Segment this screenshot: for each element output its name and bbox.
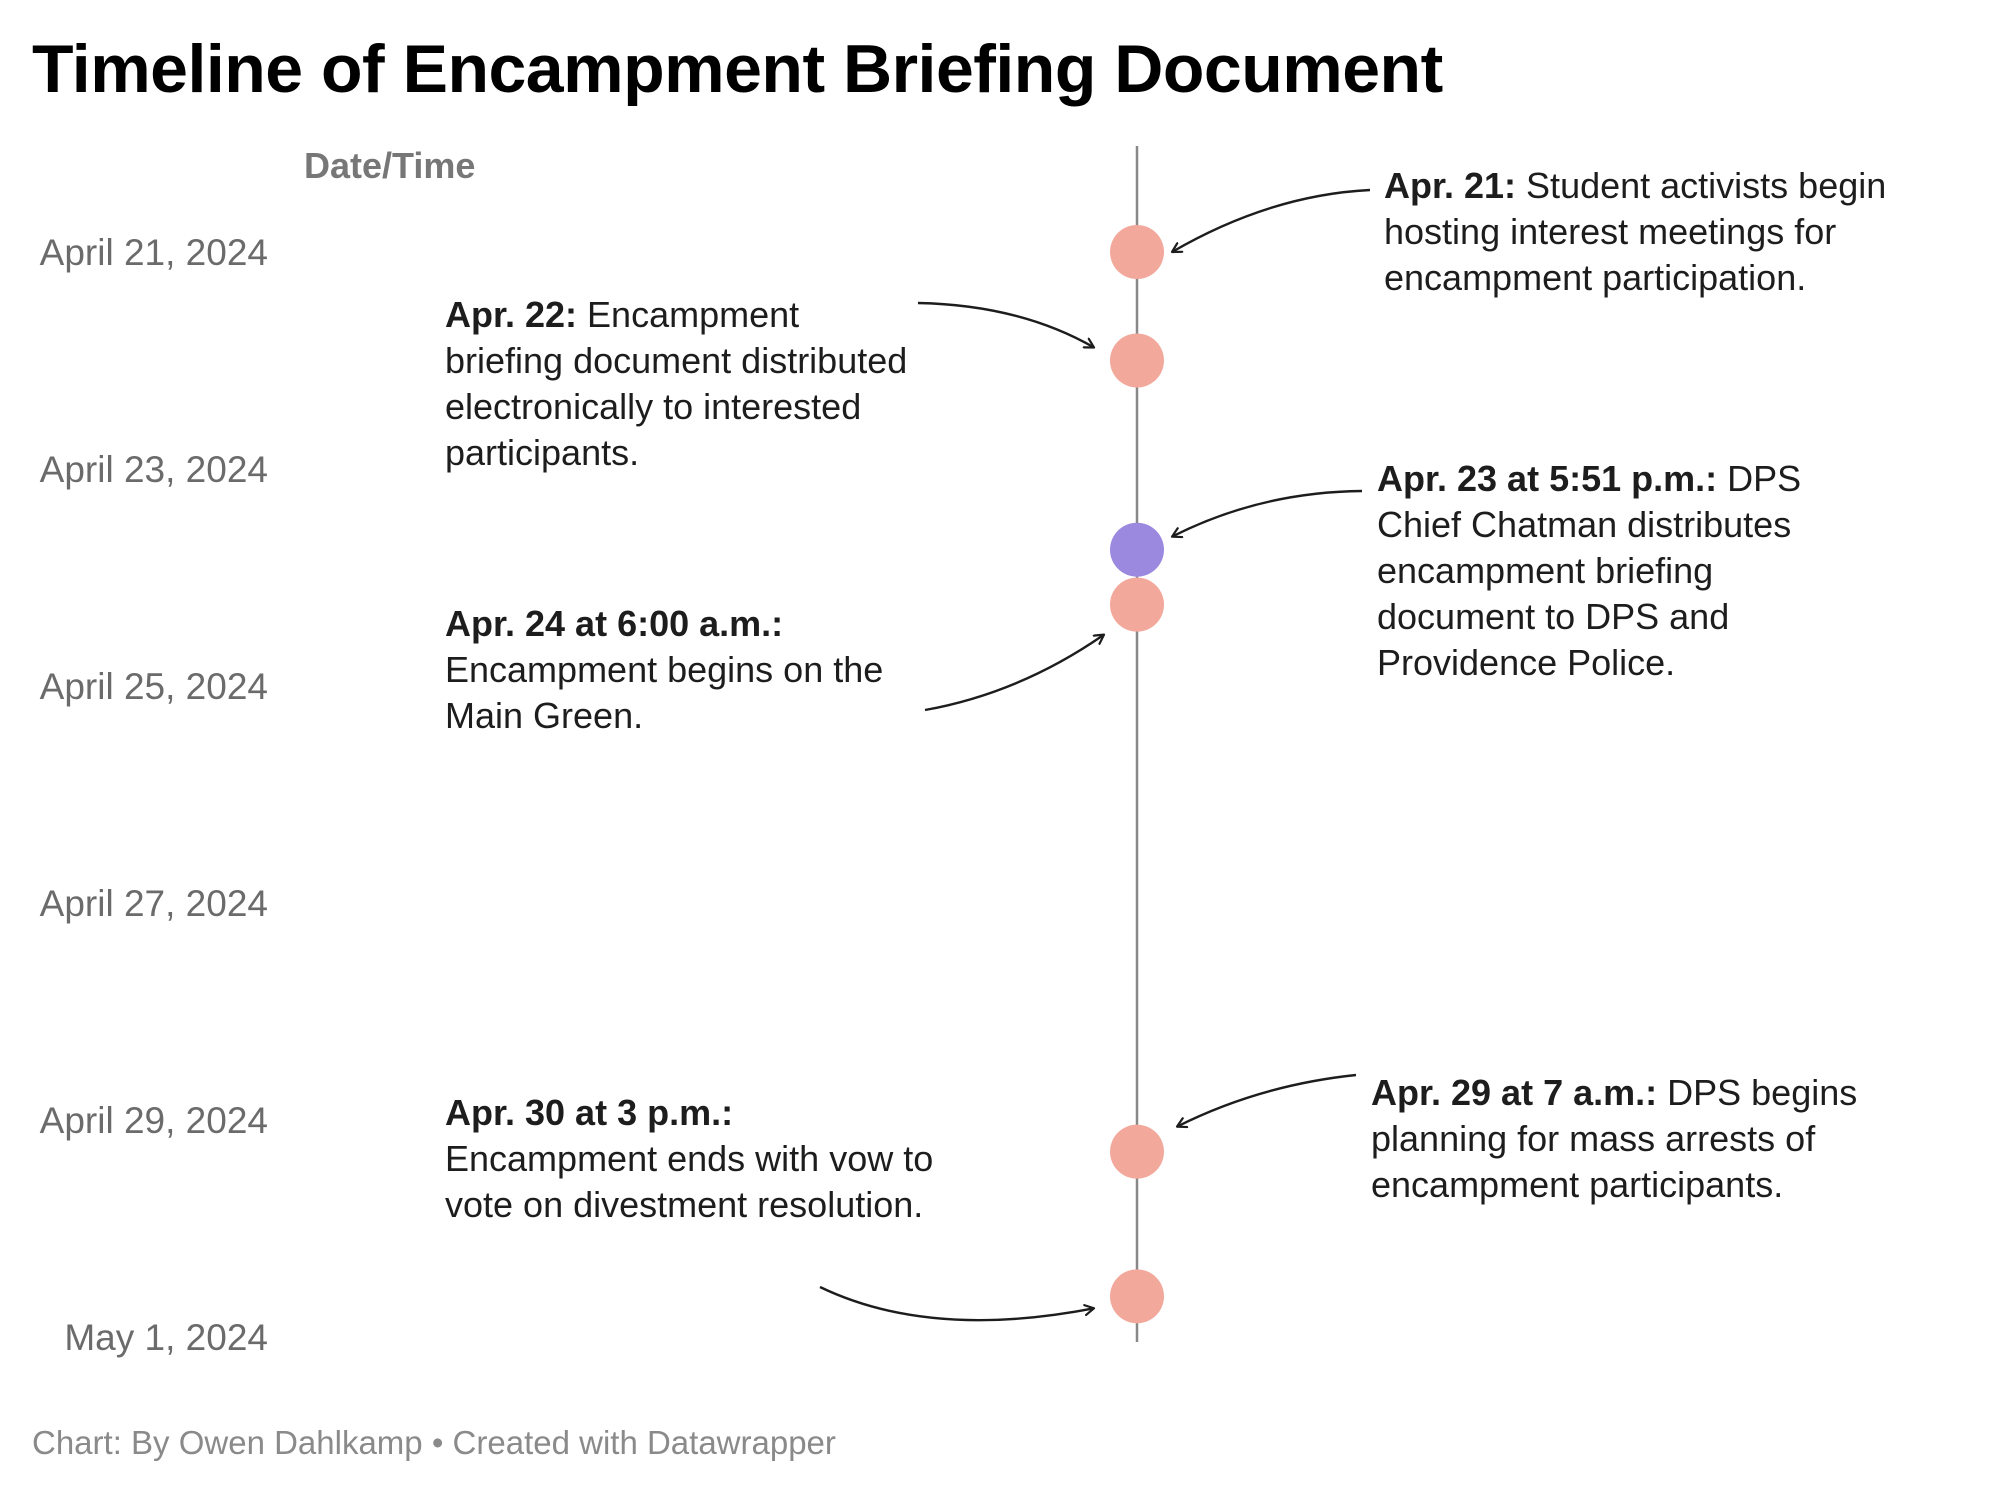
y-axis-ticks [40,232,268,1358]
annotation-date: Apr. 21: [1384,165,1517,206]
annotation-arrow [820,1287,1094,1320]
annotation-date: Apr. 30 at 3 p.m.: [445,1092,734,1133]
y-tick-label: April 29, 2024 [39,1100,268,1141]
annotation-text: DPS Chief Chatman distributes encampment briefing document to DPS and Providence Police. [1377,458,1802,683]
y-tick-label: May 1, 2024 [64,1317,268,1358]
event-point [1110,1269,1164,1323]
annotation-apr-29 [1371,1070,1901,1208]
y-tick-label: April 25, 2024 [39,666,268,707]
annotation-text: Student activists begin hosting interest meetings for encampment participation. [1384,165,1887,298]
y-axis-title: Date/Time [304,145,476,186]
annotation-apr-30 [445,1090,945,1228]
annotation-date: Apr. 23 at 5:51 p.m.: [1377,458,1718,499]
annotation-date: Apr. 24 at 6:00 a.m.: [445,603,784,644]
annotation-text: Encampment briefing document distributed electronically to interested participants. [445,294,908,473]
footer-credit: Chart: By Owen Dahlkamp • Created with Datawrapper [32,1424,836,1461]
annotation-arrow [918,303,1094,348]
event-point [1110,225,1164,279]
y-tick-label: April 21, 2024 [39,232,268,273]
annotation-text: Encampment begins on the Main Green. [445,649,884,736]
annotation-apr-24 [445,601,935,739]
annotation-arrow [1172,190,1370,252]
event-point [1110,334,1164,388]
annotation-arrow [925,635,1104,710]
chart-title: Timeline of Encampment Briefing Document [32,31,1443,107]
annotation-arrow [1172,491,1362,537]
annotation-apr-22 [445,292,925,476]
annotation-text: DPS begins planning for mass arrests of encampment participants. [1371,1072,1858,1205]
annotation-apr-23 [1377,456,1872,686]
event-point [1110,578,1164,632]
y-tick-label: April 23, 2024 [39,449,268,490]
annotation-date: Apr. 29 at 7 a.m.: [1371,1072,1658,1113]
event-point [1110,1125,1164,1179]
annotation-date: Apr. 22: [445,294,578,335]
annotation-apr-21 [1384,163,1889,301]
event-point [1110,523,1164,577]
annotation-arrow [1177,1075,1356,1127]
y-tick-label: April 27, 2024 [39,883,268,924]
annotation-text: Encampment ends with vow to vote on divestment resolution. [445,1138,934,1225]
